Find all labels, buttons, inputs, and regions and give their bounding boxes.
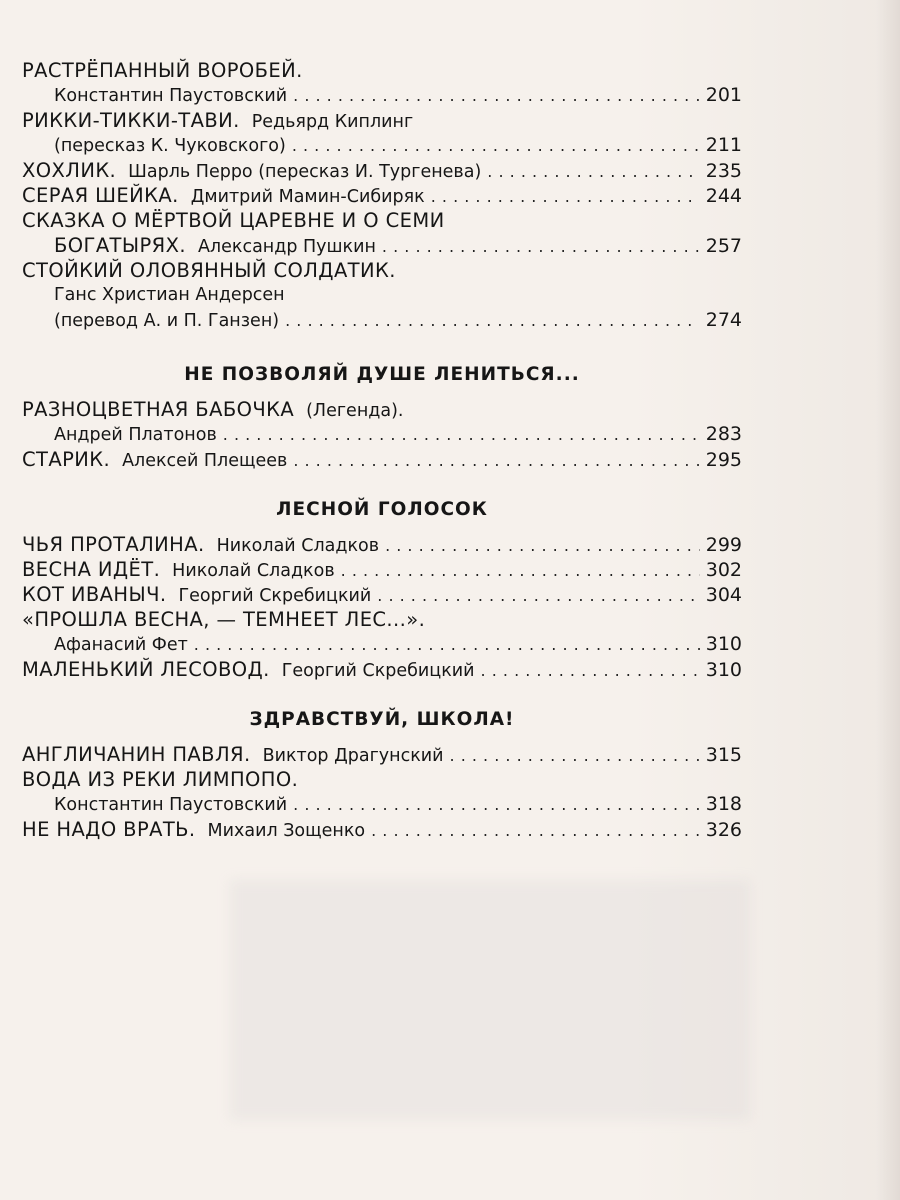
toc-entry[interactable] <box>22 532 742 557</box>
toc-entry[interactable] <box>22 607 742 632</box>
entry-page-number: 326 <box>705 819 742 841</box>
dot-leader <box>377 583 699 608</box>
entry-author: Георгий Скребицкий <box>281 661 475 681</box>
toc-entry[interactable] <box>22 397 742 422</box>
dot-leader <box>285 308 700 333</box>
entry-title: ВЕСНА ИДЁТ. <box>22 558 161 581</box>
toc-entry[interactable] <box>22 58 742 83</box>
entry-title: НЕ НАДО ВРАТЬ. <box>22 818 196 841</box>
entry-title: СТАРИК. <box>22 448 111 471</box>
toc-entry[interactable] <box>22 657 742 682</box>
dot-leader <box>341 558 700 583</box>
toc-entry[interactable] <box>22 557 742 582</box>
entry-author: Шарль Перро (пересказ И. Тургенева) <box>128 162 482 182</box>
dot-leader <box>371 818 700 843</box>
toc-section-continued <box>22 58 742 333</box>
entry-title: АНГЛИЧАНИН ПАВЛЯ. <box>22 743 251 766</box>
entry-title: ВОДА ИЗ РЕКИ ЛИМПОПО. <box>22 768 299 791</box>
dot-leader <box>293 83 700 108</box>
entry-subtitle: (Легенда). <box>306 401 404 421</box>
toc-section <box>22 494 742 682</box>
entry-author: Афанасий Фет <box>54 635 188 655</box>
dot-leader <box>292 133 700 158</box>
entry-title: ХОХЛИК. <box>22 159 117 182</box>
entry-page-number: 283 <box>705 423 742 445</box>
entry-translator: (пересказ К. Чуковского) <box>54 136 286 156</box>
dot-leader <box>293 448 699 473</box>
entry-page-number: 302 <box>705 559 742 581</box>
entry-author: Николай Сладков <box>172 561 335 581</box>
dot-leader <box>194 632 700 657</box>
section-heading: ЛЕСНОЙ ГОЛОСОК <box>276 499 488 520</box>
toc-entry-author-row[interactable] <box>22 308 742 333</box>
dot-leader <box>487 159 699 184</box>
entry-title: РИККИ-ТИККИ-ТАВИ. <box>22 109 240 132</box>
entry-author: Михаил Зощенко <box>207 821 366 841</box>
table-of-contents <box>22 58 742 842</box>
toc-entry-author-row[interactable] <box>22 632 742 657</box>
dot-leader <box>481 658 700 683</box>
entry-page-number: 235 <box>705 160 742 182</box>
entry-title: «ПРОШЛА ВЕСНА, — ТЕМНЕЕТ ЛЕС...». <box>22 608 426 631</box>
entry-author: Андрей Платонов <box>54 425 217 445</box>
toc-entry-author-row[interactable] <box>22 792 742 817</box>
entry-page-number: 304 <box>705 584 742 606</box>
dot-leader <box>450 743 700 768</box>
toc-entry-author-row[interactable] <box>22 83 742 108</box>
entry-page-number: 244 <box>705 185 742 207</box>
entry-author: Константин Паустовский <box>54 86 288 106</box>
toc-entry[interactable] <box>22 158 742 183</box>
toc-entry[interactable] <box>22 447 742 472</box>
toc-entry[interactable] <box>22 817 742 842</box>
toc-entry-author-row[interactable] <box>22 283 742 308</box>
entry-title-continuation: БОГАТЫРЯХ. <box>54 234 186 257</box>
entry-author: Виктор Драгунский <box>262 746 444 766</box>
entry-page-number: 310 <box>705 659 742 681</box>
bleed-through-shadow <box>230 880 750 1120</box>
entry-author: Константин Паустовский <box>54 795 288 815</box>
entry-page-number: 310 <box>705 633 742 655</box>
entry-page-number: 315 <box>705 744 742 766</box>
entry-author: Дмитрий Мамин-Сибиряк <box>190 187 425 207</box>
entry-author: Редьярд Киплинг <box>251 112 414 132</box>
toc-entry[interactable] <box>22 582 742 607</box>
section-heading: ЗДРАВСТВУЙ, ШКОЛА! <box>249 709 515 730</box>
entry-title: РАСТРЁПАННЫЙ ВОРОБЕЙ. <box>22 59 303 82</box>
entry-title: МАЛЕНЬКИЙ ЛЕСОВОД. <box>22 658 270 681</box>
entry-title: СТОЙКИЙ ОЛОВЯННЫЙ СОЛДАТИК. <box>22 259 396 282</box>
toc-entry[interactable] <box>22 258 742 283</box>
entry-page-number: 201 <box>705 84 742 106</box>
toc-entry[interactable] <box>22 108 742 133</box>
toc-entry-author-row[interactable] <box>22 133 742 158</box>
entry-author: Николай Сладков <box>216 536 380 556</box>
entry-author: Александр Пушкин <box>197 237 376 257</box>
dot-leader <box>293 792 700 817</box>
entry-title: КОТ ИВАНЫЧ. <box>22 583 167 606</box>
toc-entry-continuation-row[interactable] <box>22 233 742 258</box>
toc-section <box>22 359 742 472</box>
entry-author: Георгий Скребицкий <box>178 586 372 606</box>
entry-title: СЕРАЯ ШЕЙКА. <box>22 184 179 207</box>
dot-leader <box>223 422 700 447</box>
entry-author: Алексей Плещеев <box>122 451 288 471</box>
entry-author: Ганс Христиан Андерсен <box>54 285 285 305</box>
toc-section <box>22 704 742 842</box>
entry-page-number: 299 <box>705 534 742 556</box>
toc-entry[interactable] <box>22 742 742 767</box>
entry-page-number: 295 <box>705 449 742 471</box>
page-edge-shadow <box>876 0 900 1200</box>
entry-page-number: 318 <box>705 793 742 815</box>
entry-title: РАЗНОЦВЕТНАЯ БАБОЧКА <box>22 398 295 421</box>
entry-page-number: 274 <box>705 309 742 331</box>
dot-leader <box>385 533 700 558</box>
toc-entry[interactable] <box>22 208 742 233</box>
entry-title: ЧЬЯ ПРОТАЛИНА. <box>22 533 205 556</box>
entry-page-number: 257 <box>705 235 742 257</box>
entry-translator: (перевод А. и П. Ганзен) <box>54 311 280 331</box>
toc-entry-author-row[interactable] <box>22 422 742 447</box>
dot-leader <box>431 184 700 209</box>
toc-entry[interactable] <box>22 183 742 208</box>
section-heading: НЕ ПОЗВОЛЯЙ ДУШЕ ЛЕНИТЬСЯ... <box>184 364 580 385</box>
toc-entry[interactable] <box>22 767 742 792</box>
entry-title: СКАЗКА О МЁРТВОЙ ЦАРЕВНЕ И О СЕМИ <box>22 209 445 232</box>
dot-leader <box>382 234 700 259</box>
entry-page-number: 211 <box>705 134 742 156</box>
